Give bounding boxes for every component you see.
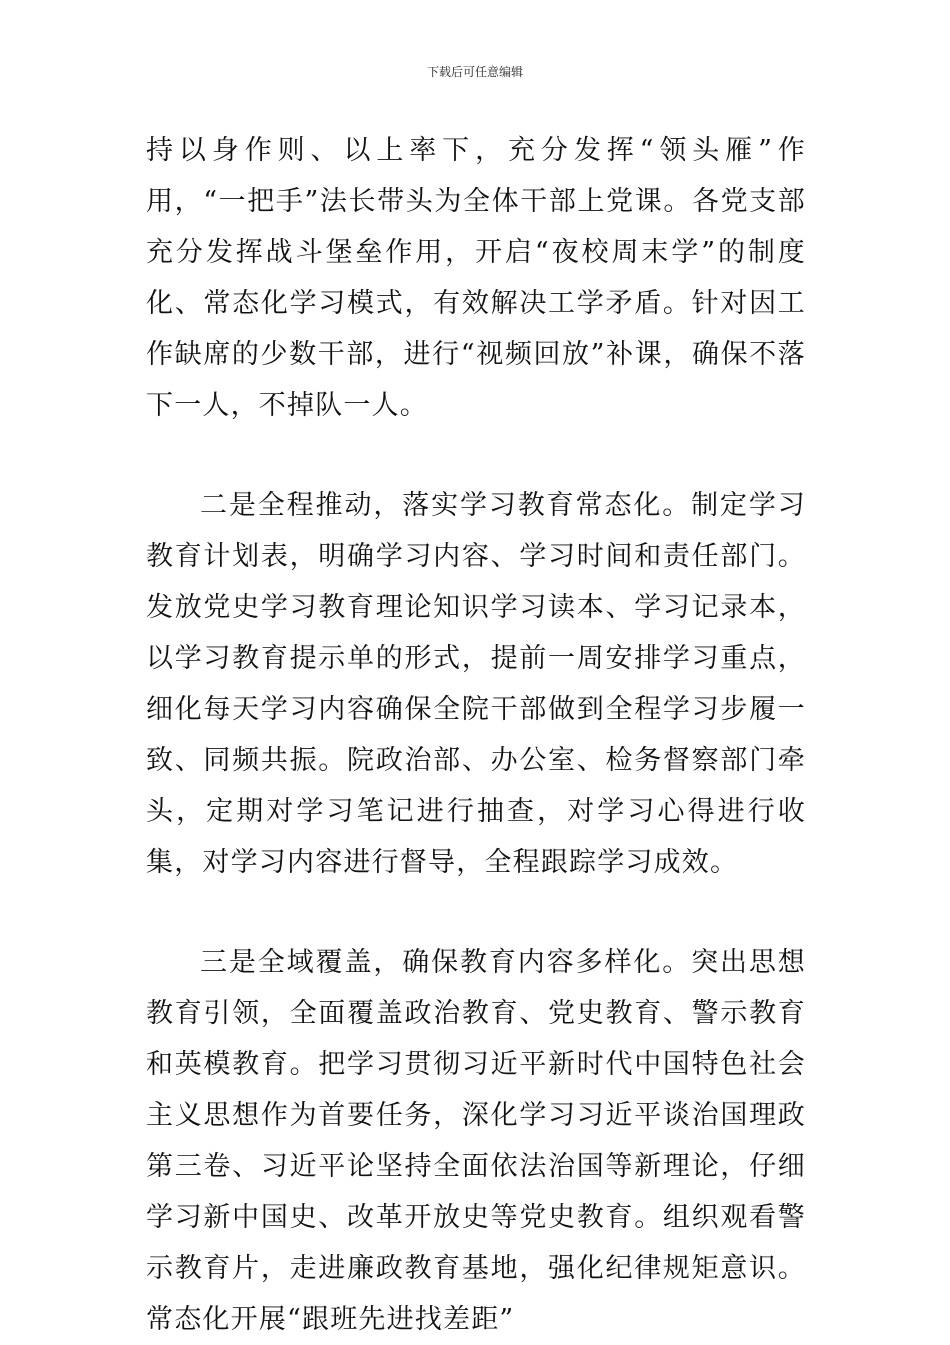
paragraph-spacer	[146, 431, 806, 480]
paragraph-continuation: 持以身作则、以上率下，充分发挥“领头雁”作用，“一把手”法长带头为全体干部上党课。各党支部充分发挥战斗堡垒作用，开启“夜校周末学”的制度化、常态化学习模式，有效解决工学矛盾。针对因工作缺席的少数干部，进行“视频回放”补课，确保不落下一人，不掉队一人。	[146, 135, 806, 421]
paragraph-point-three: 三是全域覆盖，确保教育内容多样化。突出思想教育引领，全面覆盖政治教育、党史教育、警示教育和英模教育。把学习贯彻习近平新时代中国特色社会主义思想作为首要任务，深化学习习近平谈治国理政第三卷、习近平论坚持全面依法治国等新理论，仔细学习新中国史、改革开放史等党史教育。组织观看警示教育片，走进廉政教育基地，强化纪律规矩意识。常态化开展“跟班先进找差距”	[146, 947, 806, 1335]
page-header-note: 下载后可任意编辑	[426, 65, 523, 79]
paragraph-spacer	[146, 888, 806, 937]
paragraph-point-two: 二是全程推动，落实学习教育常态化。制定学习教育计划表，明确学习内容、学习时间和责任部门。发放党史学习教育理论知识学习读本、学习记录本，以学习教育提示单的形式，提前一周安排学习重点，细化每天学习内容确保全院干部做到全程学习步履一致、同频共振。院政治部、办公室、检务督察部门牵头，定期对学习笔记进行抽查，对学习心得进行收集，对学习内容进行督导，全程跟踪学习成效。	[146, 490, 806, 878]
document-body	[146, 125, 806, 1345]
